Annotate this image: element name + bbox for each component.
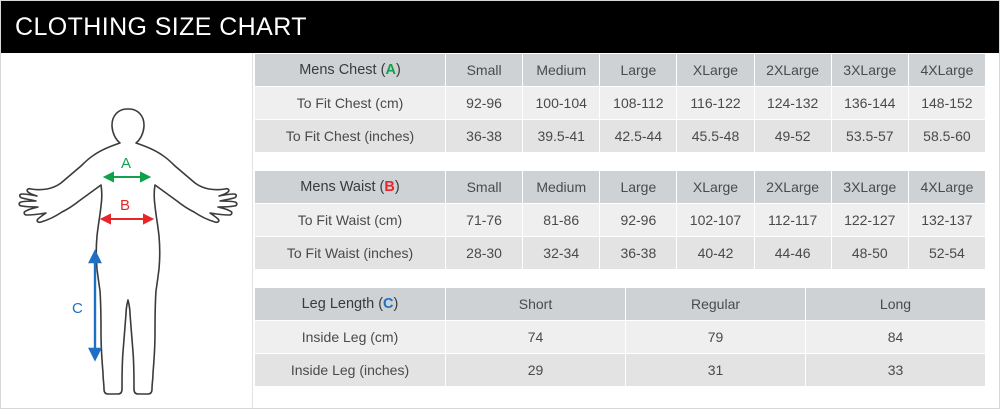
header-letter: B [384, 179, 395, 195]
row-value: 28-30 [446, 237, 523, 270]
row-value: 71-76 [446, 204, 523, 237]
row-value: 52-54 [908, 237, 985, 270]
row-value: 102-107 [677, 204, 754, 237]
size-header-cell: Medium [523, 171, 600, 204]
size-header-cell: XLarge [677, 171, 754, 204]
size-header-cell: 3XLarge [831, 54, 908, 87]
row-value: 48-50 [831, 237, 908, 270]
size-header-cell: Long [806, 288, 986, 321]
row-label: To Fit Waist (inches) [255, 237, 446, 270]
row-value: 92-96 [446, 87, 523, 120]
row-value: 100-104 [523, 87, 600, 120]
row-value: 108-112 [600, 87, 677, 120]
size-header-cell: Small [446, 171, 523, 204]
size-header-cell: Medium [523, 54, 600, 87]
figure-label-c: C [72, 300, 83, 317]
size-header-cell: Short [446, 288, 626, 321]
mens-waist-table [254, 170, 986, 270]
header-label-end: ) [393, 296, 399, 312]
page-header [1, 1, 1000, 53]
size-header-cell: XLarge [677, 54, 754, 87]
header-label-end: ) [395, 62, 401, 78]
row-value: 84 [806, 321, 986, 354]
row-value: 39.5-41 [523, 120, 600, 153]
row-value: 148-152 [908, 87, 985, 120]
table-row [255, 321, 986, 354]
row-value: 112-117 [754, 204, 831, 237]
row-label: To Fit Waist (cm) [255, 204, 446, 237]
mens-chest-header-label [255, 54, 446, 87]
row-value: 136-144 [831, 87, 908, 120]
table-row [255, 120, 986, 153]
table-header-row [255, 288, 986, 321]
row-value: 79 [626, 321, 806, 354]
row-value: 29 [446, 354, 626, 387]
figure-label-a: A [121, 155, 132, 172]
row-value: 122-127 [831, 204, 908, 237]
size-tables [254, 53, 1000, 409]
table-row [255, 87, 986, 120]
leg-length-table [254, 287, 986, 387]
size-header-cell: Large [600, 171, 677, 204]
leg-length-header-label [255, 288, 446, 321]
header-letter: A [385, 62, 396, 78]
row-value: 81-86 [523, 204, 600, 237]
body-silhouette-icon [1, 53, 253, 409]
row-value: 49-52 [754, 120, 831, 153]
mens-chest-table [254, 53, 986, 153]
row-value: 92-96 [600, 204, 677, 237]
size-header-cell: 3XLarge [831, 171, 908, 204]
row-value: 58.5-60 [908, 120, 985, 153]
size-header-cell: 4XLarge [908, 54, 985, 87]
header-label-text: Mens Chest ( [299, 62, 386, 78]
size-header-cell: Large [600, 54, 677, 87]
figure-label-b: B [120, 197, 131, 214]
table-row [255, 237, 986, 270]
table-row [255, 354, 986, 387]
table-row [255, 204, 986, 237]
row-value: 124-132 [754, 87, 831, 120]
body-figure-panel [1, 53, 253, 409]
row-value: 36-38 [600, 237, 677, 270]
row-value: 42.5-44 [600, 120, 677, 153]
row-value: 74 [446, 321, 626, 354]
row-value: 116-122 [677, 87, 754, 120]
header-label-end: ) [394, 179, 400, 195]
header-label-text: Leg Length ( [301, 296, 384, 312]
size-header-cell: 2XLarge [754, 171, 831, 204]
size-header-cell: 4XLarge [908, 171, 985, 204]
size-header-cell: Regular [626, 288, 806, 321]
page-title: CLOTHING SIZE CHART [15, 13, 307, 41]
table-spacer [254, 270, 1000, 287]
row-value: 32-34 [523, 237, 600, 270]
row-value: 53.5-57 [831, 120, 908, 153]
row-value: 31 [626, 354, 806, 387]
row-value: 36-38 [446, 120, 523, 153]
row-value: 44-46 [754, 237, 831, 270]
row-label: Inside Leg (cm) [255, 321, 446, 354]
row-value: 40-42 [677, 237, 754, 270]
mens-waist-header-label [255, 171, 446, 204]
row-value: 33 [806, 354, 986, 387]
row-value: 132-137 [908, 204, 985, 237]
row-label: To Fit Chest (inches) [255, 120, 446, 153]
row-label: Inside Leg (inches) [255, 354, 446, 387]
table-spacer [254, 153, 1000, 170]
table-header-row [255, 54, 986, 87]
table-header-row [255, 171, 986, 204]
row-label: To Fit Chest (cm) [255, 87, 446, 120]
row-value: 45.5-48 [677, 120, 754, 153]
size-header-cell: 2XLarge [754, 54, 831, 87]
size-header-cell: Small [446, 54, 523, 87]
header-label-text: Mens Waist ( [300, 179, 385, 195]
header-letter: C [383, 296, 394, 312]
